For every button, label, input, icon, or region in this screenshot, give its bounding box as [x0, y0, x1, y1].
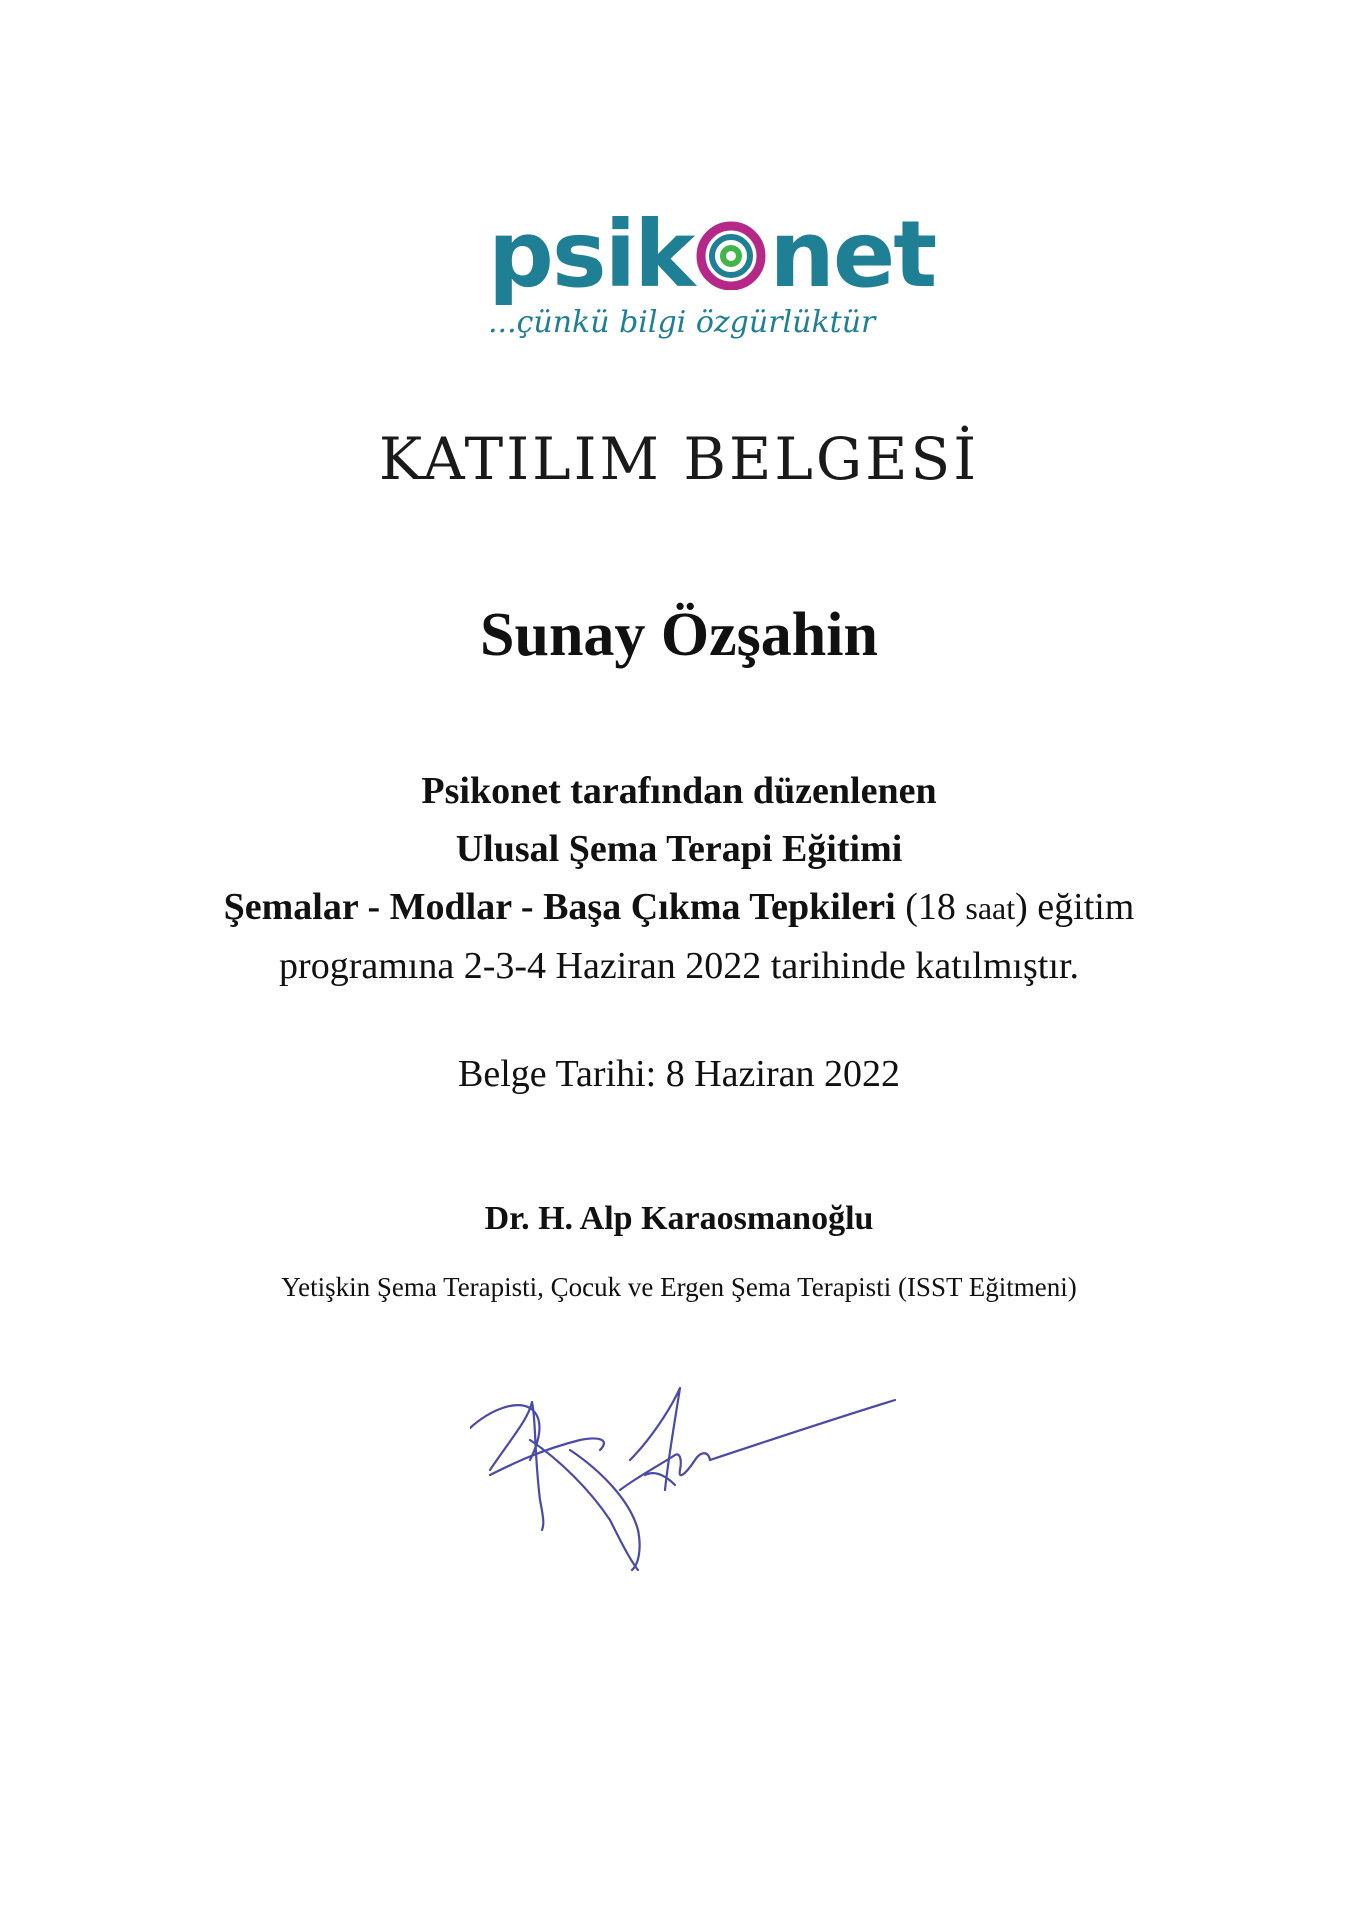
recipient-name: Sunay Özşahin [479, 601, 878, 669]
handwritten-signature [470, 1380, 900, 1580]
hours-open: (18 [895, 886, 966, 928]
body-line-2: Ulusal Şema Terapi Eğitimi [455, 828, 903, 870]
logo-word-right: net [769, 201, 936, 308]
certificate-title: KATILIM BELGESİ [378, 425, 980, 493]
body-line-3 [0, 878, 1358, 937]
body-line-1: Psikonet tarafından düzenlenen [421, 770, 937, 812]
logo-wordmark [488, 201, 936, 308]
hours-rest: ) eğitim [1015, 886, 1135, 928]
certificate-body [0, 762, 1358, 995]
logo-ring-icon [695, 209, 767, 281]
document-date: Belge Tarihi: 8 Haziran 2022 [458, 1053, 900, 1095]
logo-tagline: ...çünkü bilgi özgürlüktür [488, 305, 876, 340]
signer-name: Dr. H. Alp Karaosmanoğlu [484, 1200, 874, 1237]
body-line-4: programına 2-3-4 Haziran 2022 tarihinde katılmıştır. [279, 945, 1079, 987]
program-name: Şemalar - Modlar - Başa Çıkma Tepkileri [223, 886, 896, 928]
hours-unit: saat [965, 890, 1016, 926]
signer-title: Yetişkin Şema Terapisti, Çocuk ve Ergen Şema Terapisti (ISST Eğitmeni) [281, 1272, 1077, 1302]
psikonet-logo [480, 201, 936, 355]
logo-word-left: psik [488, 201, 694, 308]
